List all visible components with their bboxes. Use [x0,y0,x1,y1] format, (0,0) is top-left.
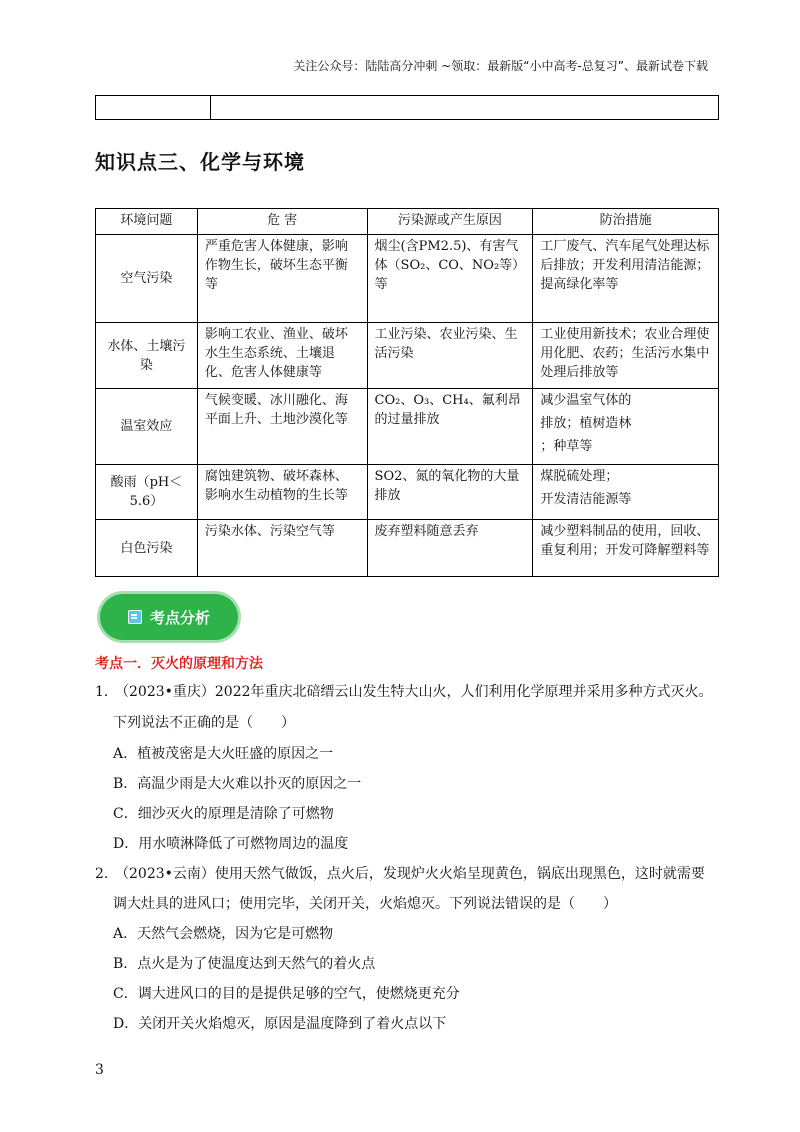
row-cause [367,323,533,389]
cell-text: 污染水体、污染空气等 [204,524,335,539]
row-issue: 白色污染 [96,520,198,577]
row-harm [197,520,367,577]
cell-text: 烟尘(含PM2.5)、有害气体（SO₂、CO、NO₂等）等 [374,239,526,292]
row-cause [367,235,533,323]
question-number: 2. [95,866,109,882]
row-measure [533,465,719,520]
cell-text: 减少塑料制品的使用，回收、重复利用；开发可降解塑料等 [540,524,710,558]
cell-text: 工业使用新技术；农业合理使用化肥、农药；生活污水集中处理后排放等 [540,327,710,380]
question-2-option-a: A．天然气会燃烧，因为它是可燃物 [113,926,334,942]
row-measure [533,323,719,389]
table-cell [96,96,211,119]
cell-text: SO2、氮的氧化物的大量排放 [374,469,520,503]
question-2-line2: 调大灶具的进风口；使用完毕，关闭开关，火焰熄灭。下列说法错误的是（ ） [113,896,617,912]
table-row [96,389,719,465]
table-row [96,520,719,577]
question-text: （2023•重庆）2022年重庆北碚缙云山发生特大山火，人们利用化学原理并采用多种方式灭火。 [115,684,713,700]
question-2-option-c: C．调大进风口的目的是提供足够的空气，使燃烧更充分 [113,986,460,1002]
table-row [96,235,719,323]
question-number: 1. [95,684,109,700]
table-row [96,465,719,520]
section-title: 知识点三、化学与环境 [95,150,305,174]
header-harm: 危 害 [197,209,367,235]
row-issue: 空气污染 [96,235,198,323]
table-row [96,323,719,389]
cell-text: 开发清洁能源等 [540,492,632,507]
question-1-option-d: D．用水喷淋降低了可燃物周边的温度 [113,836,349,852]
row-harm [197,465,367,520]
question-2-option-d: D．关闭开关火焰熄灭，原因是温度降到了着火点以下 [113,1016,447,1032]
question-2-option-b: B．点火是为了使温度达到天然气的着火点 [113,956,376,972]
header-note: 关注公众号：陆陆高分冲刺 ~领取：最新版“小中高考-总复习”、最新试卷下载 [293,59,708,73]
row-issue: 水体、土壤污染 [96,323,198,389]
notebook-icon [128,610,142,624]
header-cause: 污染源或产生原因 [367,209,533,235]
question-1-line2: 下列说法不正确的是（ ） [113,715,295,731]
header-measure: 防治措施 [533,209,719,235]
question-2-line1 [95,863,705,883]
question-1-line1 [95,681,713,701]
cell-text: 排放；植树造林 [540,416,632,431]
analysis-badge [100,594,238,640]
cell-text: CO₂、O₃、CH₄、氟利昂的过量排放 [374,393,521,427]
row-issue: 酸雨（pH＜5.6） [96,465,198,520]
header-issue: 环境问题 [96,209,198,235]
question-1-option-b: B．高温少雨是大火难以扑灭的原因之一 [113,776,362,792]
cell-text: 废弃塑料随意丢弃 [374,524,479,539]
environment-table [95,208,719,577]
question-1-option-a: A．植被茂密是大火旺盛的原因之一 [113,746,334,762]
cell-text: 气候变暖、冰川融化、海平面上升、土地沙漠化等 [204,393,348,427]
row-cause [367,389,533,465]
cell-text: 腐蚀建筑物、破坏森林、影响水生动植物的生长等 [204,469,348,503]
cell-text: 工厂废气、汽车尾气处理达标后排放；开发利用清洁能源；提高绿化率等 [540,239,710,292]
previous-table-remnant [95,95,719,120]
cell-text: ；种草等 [540,439,593,454]
row-measure [533,389,719,465]
row-cause [367,465,533,520]
cell-text: 影响工农业、渔业、破坏水生生态系统、土壤退化、危害人体健康等 [204,327,348,380]
cell-text: 减少温室气体的 [540,393,632,408]
row-cause [367,520,533,577]
row-harm [197,389,367,465]
question-text: （2023•云南）使用天然气做饭，点火后，发现炉火火焰呈现黄色，锅底出现黑色，这时就需要 [115,866,705,882]
cell-text: 严重危害人体健康，影响作物生长，破坏生态平衡等 [204,239,348,292]
question-1-option-c: C．细沙灭火的原理是清除了可燃物 [113,806,334,822]
row-measure [533,520,719,577]
cell-text: 工业污染、农业污染、生活污染 [374,327,518,361]
badge-label: 考点分析 [149,608,210,627]
row-issue: 温室效应 [96,389,198,465]
kaodian-title: 考点一．灭火的原理和方法 [95,656,263,672]
cell-text: 煤脱硫处理； [540,469,619,484]
row-harm [197,323,367,389]
page-number: 3 [95,1062,104,1078]
table-header-row [96,209,719,235]
row-harm [197,235,367,323]
row-measure [533,235,719,323]
